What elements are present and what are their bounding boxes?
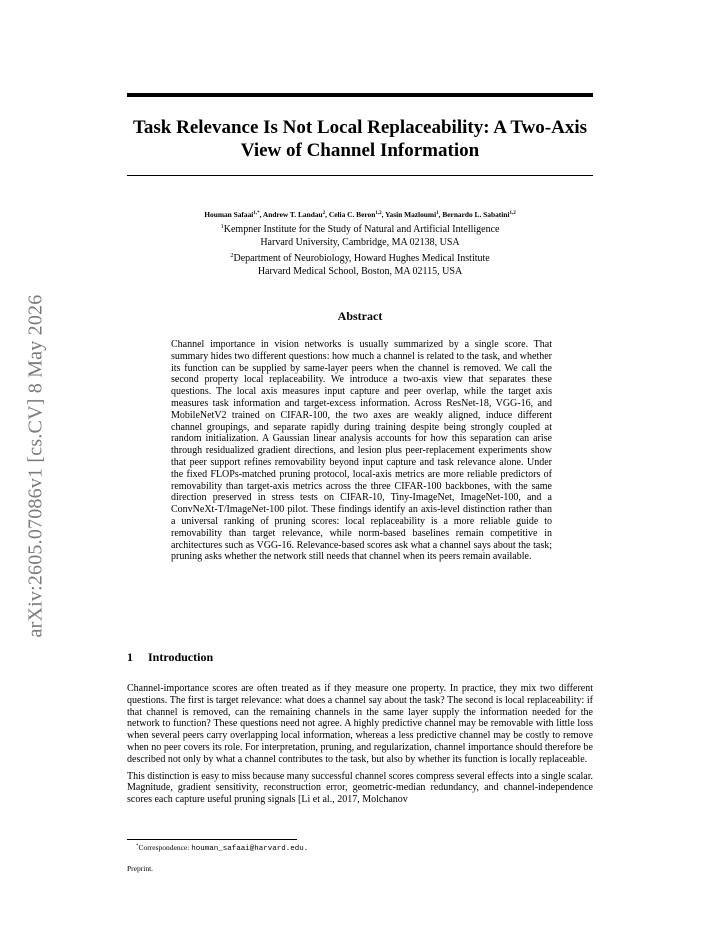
author-affil-mark: 1,* [253, 211, 260, 216]
arxiv-identifier: arXiv:2605.07086v1 [cs.CV] 8 May 2026 [24, 294, 47, 638]
section-heading [127, 650, 213, 664]
correspondence-email[interactable]: houman_safaai@harvard.edu. [191, 845, 309, 853]
author-separator: , [381, 210, 385, 219]
author-name: Celia C. Beron [328, 210, 376, 219]
paper-title: Task Relevance Is Not Local Replaceability: A Two-Axis View of Channel Information [132, 117, 588, 161]
title-top-rule [127, 93, 593, 97]
author-name: Yasin Mazloumi [385, 210, 437, 219]
author-separator: , [259, 210, 263, 219]
author-affil-mark: 1,2 [375, 211, 382, 216]
affiliation-mark: 1 [220, 223, 224, 230]
footnote [136, 842, 308, 854]
author-list [127, 209, 593, 220]
preprint-label: Preprint. [127, 864, 154, 873]
affiliation-text: Kempner Institute for the Study of Natural and Artificial Intelligence [223, 224, 500, 235]
abstract-paragraph: Channel importance in vision networks is usually summarized by a single score. That summary hides two different questions: how much a channel is related to the task, and whether its function can be supplied by same-layer peers when the channel is removed. We call the second property local replaceability. We introduce a two-axis view that separates these questions. The local axis measures input capture and peer overlap, while the target axis measures task information and target-excess information. Across ResNet-18, VGG-16, and MobileNetV2 trained on CIFAR-100, the two axes are weakly aligned, induce different channel groupings, and separate rapidly during training despite being strongly coupled at random initialization. A Gaussian linear analysis accounts for how this separation can arise through residualized gradient directions, and lesion plus peer-replacement experiments show that peer support refines removability beyond input capture and task relevance alone. Under the fixed FLOPs-matched pruning protocol, local-axis metrics are more reliable predictors of removability than target-axis metrics across the three CIFAR-100 backbones, with the same direction preserved in stress tests on CIFAR-10, Tiny-ImageNet, ImageNet-100, and a ConvNeXt-T/ImageNet-100 pilot. These findings identify an axis-level distinction rather than a universal ranking of pruning scores: local replaceability is a more reliable guide to removability than target relevance, while norm-based baselines remain competitive in architectures such as VGG-16. Relevance-based scores ask what a channel says about the task; pruning asks whether the network still needs that channel when its peers remain available. [171, 339, 552, 563]
affiliation-line [127, 220, 593, 236]
author-name: Andrew T. Landau [262, 210, 323, 219]
author-separator: , [325, 210, 329, 219]
author-affil-mark: 1,2 [509, 211, 516, 216]
author-affil-mark: 2 [322, 211, 326, 216]
section-title: Introduction [148, 650, 214, 664]
title-bottom-rule [127, 175, 593, 176]
affiliations [127, 220, 593, 278]
author-affil-mark: 1 [436, 211, 439, 216]
footnote-label: Correspondence: [138, 843, 192, 852]
abstract-heading: Abstract [337, 309, 383, 323]
affiliation-line [127, 249, 593, 265]
affiliation-text: Harvard Medical School, Boston, MA 02115, USA [257, 266, 463, 277]
author-separator: , [438, 210, 443, 219]
introduction-body [127, 683, 593, 811]
affiliation-text: Harvard University, Cambridge, MA 02138, USA [260, 237, 460, 248]
author-name: Bernardo L. Sabatini [442, 210, 510, 219]
affiliation-text: Department of Neurobiology, Howard Hughes Medical Institute [233, 253, 490, 264]
affiliation-mark: 2 [230, 252, 234, 259]
abstract-body [171, 339, 552, 563]
section-number: 1 [127, 650, 133, 664]
author-name: Houman Safaai [204, 210, 254, 219]
body-paragraph: This distinction is easy to miss because many successful channel scores compress several effects into a single scalar. Magnitude, gradient sensitivity, reconstruction error, geometric-median redundancy, and channel-independence scores each capture useful pruning signals [Li et al., 2017, Molchanov [127, 770, 593, 806]
body-paragraph: Channel-importance scores are often treated as if they measure one property. In practice, they mix two different questions. The first is target relevance: what does a channel say about the task? The second is local replaceability: if that channel is removed, can the remaining channels in the same layer supply the information needed for the network to function? These questions need not agree. A highly predictive channel may be removable with little loss when several peers carry overlapping local information, whereas a less predictive channel may be costly to remove when no peer covers its role. For interpretation, pruning, and regularization, channel importance should therefore be described not only by what a channel contributes to the task, but also by whether its function is locally replaceable. [127, 683, 593, 765]
affiliation-line [127, 265, 593, 278]
footnote-rule [127, 839, 297, 840]
footnote-mark: * [136, 844, 139, 849]
affiliation-line [127, 236, 593, 249]
